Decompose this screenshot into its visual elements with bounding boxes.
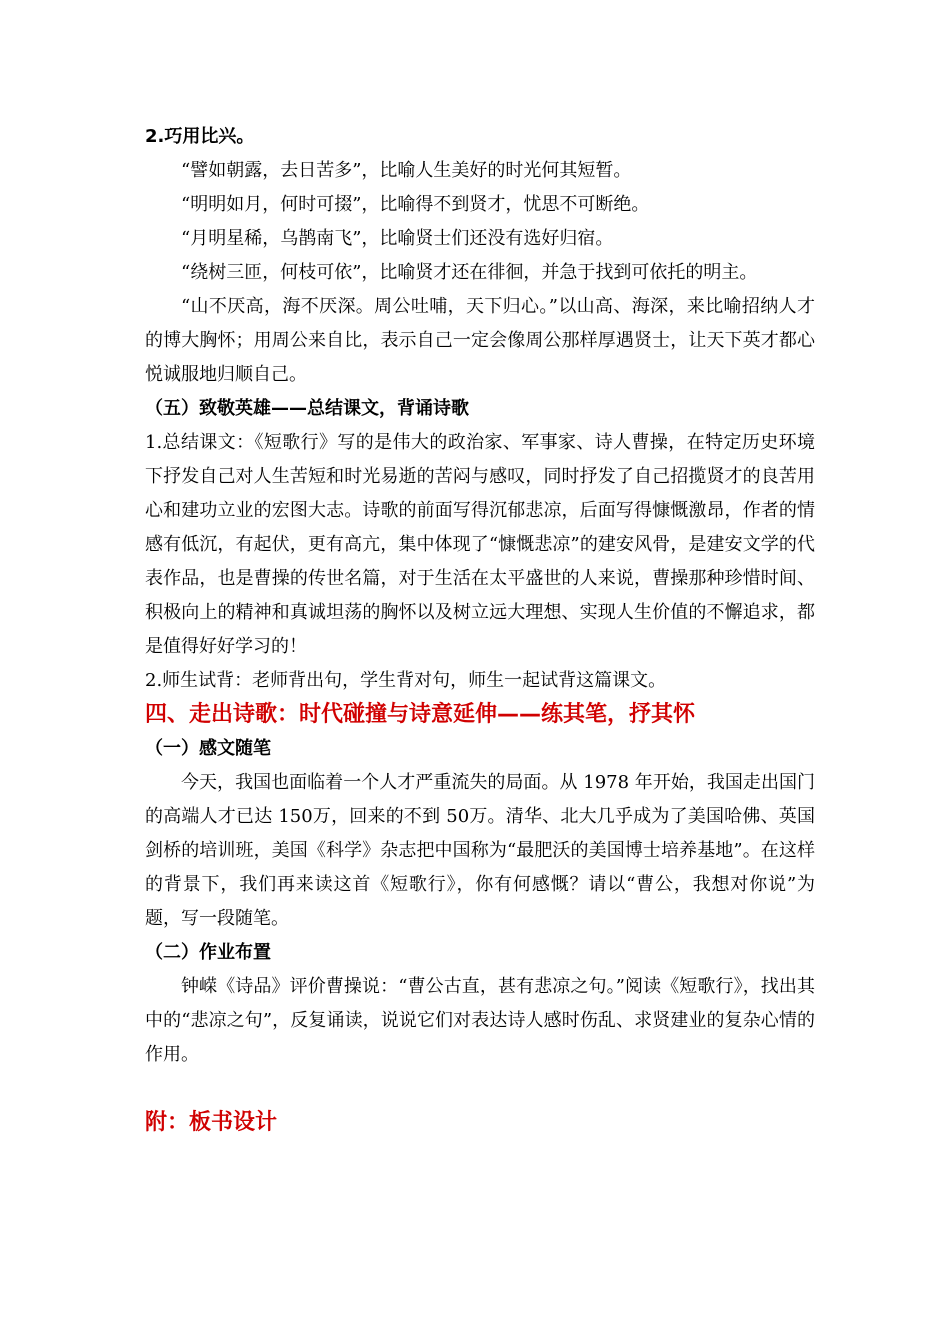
part4-sub2-text: 钟嵘《诗品》评价曹操说：“曹公古直，甚有悲凉之句。”阅读《短歌行》，找出其中的“悲凉之句”，反复诵读，说说它们对表达诗人感时伤乱、求贤建业的复杂心情的作用。 bbox=[145, 976, 815, 1065]
bixing-line-3: “月明星稀，乌鹊南飞”，比喻贤士们还没有选好归宿。 bbox=[181, 228, 614, 249]
part4-sub1-text: 今天，我国也面临着一个人才严重流失的局面。从 1978 年开始，我国走出国门的高端人才已达 150万，回来的不到 50万。清华、北大几乎成为了美国哈佛、英国剑桥的培训班，美国《科学》杂志把中国称为“最肥沃的美国博士培养基地”。在这样的背景下，我们再来读这首《短歌行》，你有何感慨？请以“曹公，我想对你说”为题，写一段随笔。 bbox=[145, 772, 815, 929]
blank-line bbox=[145, 1072, 815, 1106]
bixing-line-1: “譬如朝露，去日苦多”，比喻人生美好的时光何其短暂。 bbox=[181, 160, 632, 181]
section5-summary: 1.总结课文：《短歌行》写的是伟大的政治家、军事家、诗人曹操，在特定历史环境下抒发自己对人生苦短和时光易逝的苦闷与感叹，同时抒发了自己招揽贤才的良苦用心和建功立业的宏图大志。诗歌的前面写得沉郁悲凉，后面写得慷慨激昂，作者的情感有低沉，有起伏，更有高亢，集中体现了“慷慨悲凉”的建安风骨，是建安文学的代表作品，也是曹操的传世名篇，对于生活在太平盛世的人来说，曹操那种珍惜时间、积极向上的精神和真诚坦荡的胸怀以及树立远大理想、实现人生价值的不懈追求，都是值得好好学习的！ bbox=[145, 432, 815, 657]
section5-heading: （五）致敬英雄——总结课文，背诵诗歌 bbox=[145, 398, 469, 419]
bixing-paragraph: “山不厌高，海不厌深。周公吐哺，天下归心。”以山高、海深，来比喻招纳人才的博大胸怀；用周公来自比，表示自己一定会像周公那样厚遇贤士，让天下英才都心悦诚服地归顺自己。 bbox=[145, 296, 815, 385]
document-page bbox=[145, 120, 815, 1140]
part4-sub1-heading: （一）感文随笔 bbox=[145, 738, 271, 759]
bixing-line-4: “绕树三匝，何枝可依”，比喻贤才还在徘徊，并急于找到可依托的明主。 bbox=[181, 262, 758, 283]
part4-heading: 四、走出诗歌：时代碰撞与诗意延伸——练其笔，抒其怀 bbox=[145, 702, 696, 727]
item-heading-bixing: 2.巧用比兴。 bbox=[145, 126, 255, 147]
part4-sub2-heading: （二）作业布置 bbox=[145, 942, 271, 963]
section5-recite: 2.师生试背：老师背出句，学生背对句，师生一起试背这篇课文。 bbox=[145, 670, 667, 691]
bixing-line-2: “明明如月，何时可掇”，比喻得不到贤才，忧思不可断绝。 bbox=[181, 194, 650, 215]
appendix-heading: 附：板书设计 bbox=[145, 1110, 278, 1135]
